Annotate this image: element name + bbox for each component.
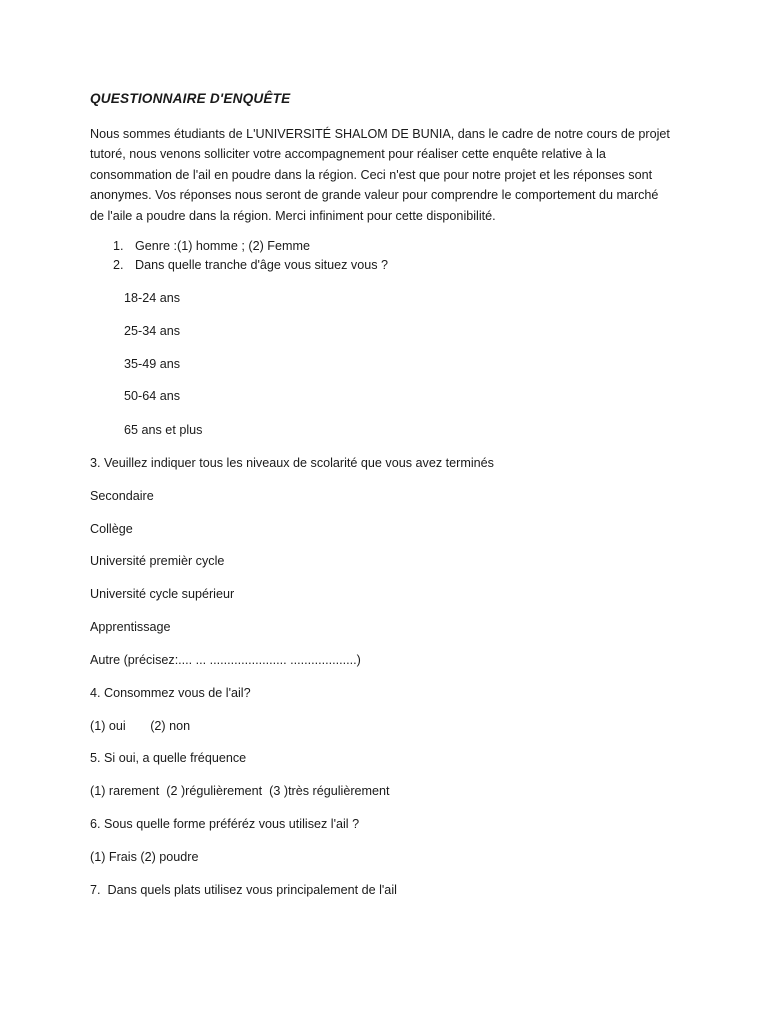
intro-paragraph: Nous sommes étudiants de L'UNIVERSITÉ SHALOM DE BUNIA, dans le cadre de notre cours de projet tutoré, nous venons solliciter votre accompagnement pour réaliser cette enquête relative à la consommation de l'ail en poudre dans la région. Ceci n'est que pour notre projet et les réponses sont anonymes. Vos réponses nous seront de grande valeur pour comprendre le comportement du marché de l'aile a poudre dans la région. Merci infiniment pour cette disponibilité.: [90, 127, 670, 223]
q3-text: 3. Veuillez indiquer tous les niveaux de scolarité que vous avez terminés: [90, 456, 494, 470]
q2-option: 18-24 ans: [124, 291, 181, 305]
document-title: QUESTIONNAIRE D'ENQUÊTE: [90, 91, 291, 106]
q7-text: 7. Dans quels plats utilisez vous principalement de l'ail: [90, 883, 397, 897]
q6-answers: (1) Frais (2) poudre: [90, 850, 199, 864]
q3-option: Apprentissage: [90, 620, 171, 634]
q1-text: Genre :(1) homme ; (2) Femme: [135, 239, 310, 253]
q2-option: 25-34 ans: [124, 324, 181, 338]
q2-number: 2.: [113, 258, 124, 272]
q2-option: 35-49 ans: [124, 357, 181, 371]
q2-option: 50-64 ans: [124, 389, 181, 403]
q4-answers: (1) oui (2) non: [90, 719, 191, 733]
q2-option: 65 ans et plus: [124, 423, 203, 437]
q6-text: 6. Sous quelle forme préféréz vous utilisez l'ail ?: [90, 817, 360, 831]
q3-option: Collège: [90, 522, 133, 536]
q5-answers: (1) rarement (2 )régulièrement (3 )très régulièrement: [90, 784, 390, 798]
q3-option: Secondaire: [90, 489, 154, 503]
q3-option-other: Autre (précisez:.... ... ...................... ...................): [90, 653, 361, 667]
q4-text: 4. Consommez vous de l'ail?: [90, 686, 251, 700]
q3-option: Université premièr cycle: [90, 554, 225, 568]
q5-text: 5. Si oui, a quelle fréquence: [90, 751, 247, 765]
q1-number: 1.: [113, 239, 124, 253]
q2-text: Dans quelle tranche d'âge vous situez vous ?: [135, 258, 389, 272]
q3-option: Université cycle supérieur: [90, 587, 235, 601]
